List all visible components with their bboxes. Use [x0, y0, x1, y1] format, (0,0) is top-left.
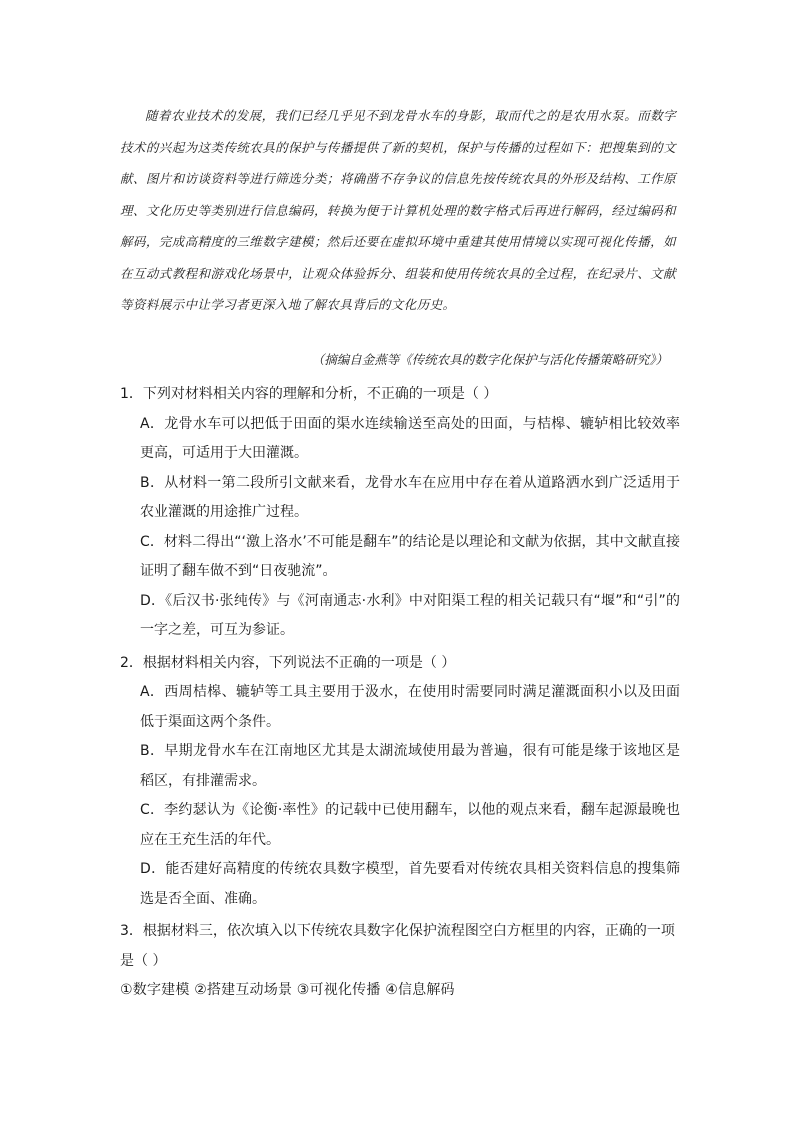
question-list: [120, 380, 680, 1009]
choice-items: ①数字建模 ②搭建互动场景 ③可视化传播 ④信息解码: [120, 982, 455, 998]
question-stem: 3．根据材料三，依次填入以下传统农具数字化保护流程图空白方框里的内容，正确的一项是（ ）: [120, 923, 675, 969]
option-b: B．从材料一第二段所引文献来看，龙骨水车在应用中存在着从道路洒水到广泛适用于农业灌溉的用途推广过程。: [140, 474, 680, 520]
option-d: D．能否建好高精度的传统农具数字模型，首先要看对传统农具相关资料信息的搜集筛选是否全面、准确。: [140, 861, 680, 907]
option-b: B．早期龙骨水车在江南地区尤其是太湖流域使用最为普遍，很有可能是缘于该地区是稻区，有排灌需求。: [140, 743, 680, 789]
option-a: A．西周桔槔、辘轳等工具主要用于汲水，在使用时需要同时满足灌溉面积小以及田面低于渠面这两个条件。: [140, 684, 680, 730]
passage-source: （摘编自金燕等《传统农具的数字化保护与活化传播策略研究》）: [311, 352, 668, 367]
option-a: A．龙骨水车可以把低于田面的渠水连续输送至高处的田面，与桔槔、辘轳相比较效率更高，可适用于大田灌溉。: [140, 415, 680, 461]
question-2: [120, 649, 680, 915]
question-stem: 2．根据材料相关内容，下列说法不正确的一项是（ ）: [120, 654, 456, 671]
option-c: C．李约瑟认为《论衡·率性》的记载中已使用翻车，以他的观点来看，翻车起源最晚也应在王充生活的年代。: [140, 802, 680, 848]
option-d: D．《后汉书·张纯传》与《河南通志·水利》中对阳渠工程的相关记载只有“堰”和“引”的一字之差，可互为参证。: [140, 592, 680, 638]
passage-paragraph: 随着农业技术的发展，我们已经几乎见不到龙骨水车的身影，取而代之的是农用水泵。而数字技术的兴起为这类传统农具的保护与传播提供了新的契机，保护与传播的过程如下：把搜集到的文献、图片和访谈资料等进行筛选分类；将确凿不存争议的信息先按传统农具的外形及结构、工作原理、文化历史等类别进行信息编码，转换为便于计算机处理的数字格式后再进行解码，经过编码和解码，完成高精度的三维数字建模；然后还要在虚拟环境中重建其使用情境以实现可视化传播，如在互动式教程和游戏化场景中，让观众体验拆分、组装和使用传统农具的全过程，在纪录片、文献等资料展示中让学习者更深入地了解农具背后的文化历史。: [120, 108, 676, 312]
question-1: [120, 380, 680, 646]
question-3: [120, 917, 680, 1006]
option-c: C．材料二得出“‘激上洛水’不可能是翻车”的结论是以理论和文献为依据，其中文献直接证明了翻车做不到“日夜驰流”。: [140, 533, 680, 579]
question-stem: 1．下列对材料相关内容的理解和分析，不正确的一项是（ ）: [120, 386, 498, 402]
